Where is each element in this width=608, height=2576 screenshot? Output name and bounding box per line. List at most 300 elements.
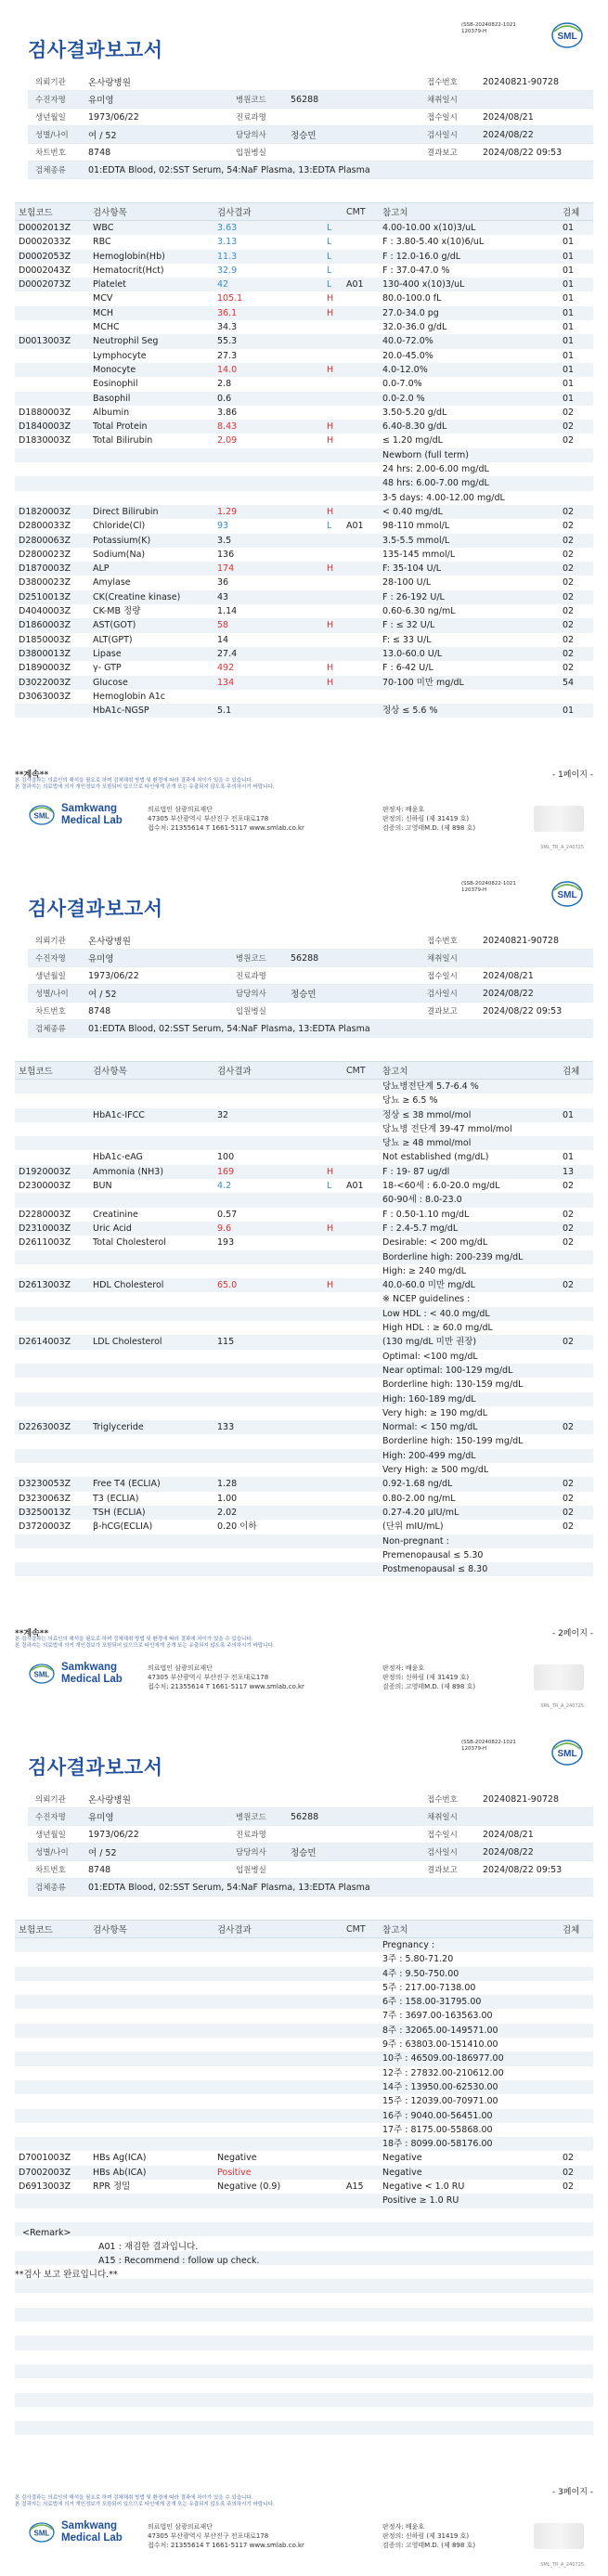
cell-item: Chloride(Cl) (93, 521, 146, 532)
cell-result: 32.9 (217, 265, 238, 276)
cell-ref: 15주 : 12039.00-70971.00 (382, 2096, 498, 2107)
cell-ref: 8주 : 32065.00-149571.00 (382, 2025, 498, 2036)
cell-ref: F : 6-42 U/L (382, 663, 433, 674)
collect-date-label: 채취일시 (427, 954, 458, 964)
cell-ref: ≤ 1.20 mg/dL (382, 435, 443, 447)
cell-spec: 01 (563, 1152, 575, 1163)
table-row (15, 1179, 593, 1193)
dob-label: 생년월일 (35, 1831, 66, 1840)
table-header (15, 1061, 593, 1080)
page-number: - 3페이지 - (551, 2488, 593, 2497)
patient-value: 유미영 (88, 1813, 114, 1823)
table-row (15, 1995, 593, 2009)
cell-code: D2263003Z (19, 1422, 71, 1433)
table-row (15, 1506, 593, 1520)
cell-cmt: A01 (346, 521, 364, 532)
cell-code: D1890003Z (19, 663, 71, 674)
cell-ref: Newborn (full term) (382, 449, 469, 460)
cell-item: MCV (93, 293, 113, 304)
result-date-value: 2024/08/22 09:53 (483, 147, 563, 158)
specimen-label: 검체종류 (35, 1025, 66, 1034)
cell-item: Neutrophil Seg (93, 336, 159, 347)
warning-line: 본 결과지는 의료법에 의거 개인정보가 포함되어 있으므로 타인에게 공개 또는 유출되지 않도록 주의하시기 바랍니다. (15, 784, 275, 790)
cell-result: 0.20 이하 (217, 1521, 257, 1533)
col-code: 보험코드 (19, 1067, 53, 1077)
cell-result: 32 (217, 1109, 229, 1120)
topcode-line: 120379-H (461, 1746, 487, 1752)
cell-ref: 0.92-1.68 ng/dL (382, 1479, 453, 1490)
table-body (15, 1080, 593, 1576)
cell-result: 43 (217, 591, 229, 602)
institution-value: 온사랑병원 (88, 78, 131, 88)
continue-text: **계속** (15, 1629, 49, 1638)
cell-ref: High HDL : ≥ 60.0 mg/dL (382, 1323, 493, 1334)
info-row (28, 1020, 593, 1038)
sex-age-value: 여 / 52 (88, 1848, 117, 1858)
institution-label: 의뢰기관 (35, 1795, 66, 1805)
cell-spec: 02 (563, 1493, 575, 1504)
table-row (15, 647, 593, 661)
cell-ref: (130 mg/dL 미만 권장) (382, 1337, 477, 1348)
cell-ref: 130-400 x(10)3/uL (382, 279, 465, 291)
receipt-no-value: 20240821-90728 (483, 935, 560, 946)
table-row (15, 618, 593, 632)
doctor-label: 담당의사 (236, 990, 266, 999)
info-row (28, 1861, 593, 1879)
cell-result: 9.6 (217, 1223, 232, 1234)
cell-code: D1880003Z (19, 407, 71, 418)
table-row (15, 448, 593, 462)
cell-flag: H (327, 663, 334, 674)
table-row (15, 1307, 593, 1321)
cell-spec: 02 (563, 634, 575, 645)
result-date-value: 2024/08/22 09:53 (483, 1005, 563, 1016)
cell-ref: Not established (mg/dL) (382, 1152, 489, 1163)
cell-ref: Very High: ≥ 500 mg/dL (382, 1465, 489, 1476)
cell-spec: 01 (563, 322, 575, 333)
table-row (15, 2180, 593, 2194)
cell-item: Monocyte (93, 364, 136, 375)
cell-ref: < 0.40 mg/dL (382, 506, 443, 517)
receipt-date-label: 접수일시 (427, 113, 458, 123)
cell-code: D1860003Z (19, 620, 71, 631)
cell-ref: 70-100 미만 mg/dL (382, 677, 464, 688)
table-row (15, 1449, 593, 1463)
receipt-no-value: 20240821-90728 (483, 76, 560, 87)
table-row (15, 1420, 593, 1434)
cell-item: TSH (ECLIA) (93, 1507, 146, 1518)
table-row (15, 1236, 593, 1249)
chart-value: 8748 (88, 147, 111, 158)
cell-flag: H (327, 1166, 334, 1177)
cell-ref: 0.27-4.20 μIU/mL (382, 1507, 459, 1518)
table-row (15, 476, 593, 490)
cell-result: 133 (217, 1422, 235, 1433)
cell-item: CK-MB 정량 (93, 606, 141, 617)
cell-spec: 01 (563, 279, 575, 291)
cell-ref: Postmenopausal ≤ 8.30 (382, 1564, 488, 1575)
col-code: 보험코드 (19, 208, 53, 218)
info-row (28, 1003, 593, 1020)
cell-item: HBs Ag(ICA) (93, 2153, 147, 2164)
cell-item: BUN (93, 1181, 112, 1192)
cell-code: D3800013Z (19, 648, 71, 659)
table-row (15, 548, 593, 562)
cell-spec: 02 (563, 591, 575, 602)
cell-item: CK(Creatine kinase) (93, 591, 181, 602)
cell-result: 1.29 (217, 506, 238, 517)
cell-ref: 98-110 mmol/L (382, 521, 450, 532)
table-row (15, 633, 593, 647)
table-row (15, 676, 593, 690)
address-line: 47305 부산광역시 부산진구 전포대로178 (148, 815, 269, 822)
table-row (15, 1292, 593, 1306)
hospital-code-label: 병원코드 (236, 96, 266, 105)
table-row (15, 1952, 593, 1966)
table-row (15, 250, 593, 264)
cell-result: 36.1 (217, 307, 238, 318)
cell-spec: 02 (563, 2153, 575, 2164)
cell-ref: 48 hrs: 6.00-7.00 mg/dL (382, 478, 489, 489)
warning-line: 본 결과지는 의료법에 의거 개인정보가 포함되어 있으므로 타인에게 공개 또는 유출되지 않도록 주의하시기 바랍니다. (15, 1643, 275, 1649)
cell-ref: Negative (382, 2167, 422, 2178)
cell-result: 134 (217, 677, 235, 688)
table-row (15, 1264, 593, 1278)
test-date-label: 검사일시 (427, 131, 458, 140)
blank-row (15, 2393, 593, 2407)
cell-code: D0002013Z (19, 223, 71, 233)
table-row (15, 392, 593, 406)
cell-item: Hemoglobin A1c (93, 691, 166, 702)
cell-flag: H (327, 506, 334, 517)
info-row (28, 109, 593, 126)
footer-signers (382, 2522, 475, 2550)
footer-signers (382, 1663, 475, 1691)
table-row (15, 2066, 593, 2080)
cell-item: MCH (93, 307, 113, 318)
cell-cmt: A15 (346, 2181, 364, 2193)
cell-ref: 3.5-5.5 mmol/L (382, 535, 450, 546)
cell-spec: 02 (563, 1479, 575, 1490)
cell-item: AST(GOT) (93, 620, 136, 631)
cell-result: Negative (217, 2153, 257, 2164)
table-row (15, 1406, 593, 1420)
table-row (15, 1463, 593, 1477)
report-page-2 (0, 859, 608, 1717)
hospital-code-label: 병원코드 (236, 954, 266, 964)
sml-logo-icon (550, 879, 584, 909)
table-row (15, 2123, 593, 2137)
cell-ref: Very high: ≥ 190 mg/dL (382, 1407, 488, 1418)
cell-spec: 01 (563, 1109, 575, 1120)
ward-label: 입원병실 (236, 149, 266, 158)
topcode-line: (SSB-20240822-1021 (461, 1740, 516, 1745)
cell-ref: 6.40-8.30 g/dL (382, 421, 447, 433)
col-cmt: CMT (346, 206, 366, 217)
doctor-label: 담당의사 (236, 1848, 266, 1858)
cell-ref: Borderline high: 150-199 mg/dL (382, 1436, 524, 1447)
cell-spec: 02 (563, 563, 575, 575)
table-row (15, 491, 593, 505)
col-cmt: CMT (346, 1065, 366, 1076)
cell-code: D3230063Z (19, 1493, 71, 1504)
cell-ref: 40.0-72.0% (382, 336, 433, 347)
table-row (15, 1392, 593, 1406)
cell-result: 105.1 (217, 293, 243, 304)
cell-spec: 02 (563, 663, 575, 674)
cell-flag: H (327, 677, 334, 688)
table-row (15, 1548, 593, 1562)
cell-item: Platelet (93, 279, 126, 291)
sml-logo-icon (28, 1663, 56, 1685)
col-cmt: CMT (346, 1923, 366, 1935)
cell-spec: 02 (563, 577, 575, 589)
col-result: 검사결과 (217, 1925, 252, 1935)
sex-age-label: 성별/나이 (35, 990, 69, 999)
patient-value: 유미영 (88, 96, 114, 106)
cell-code: D3230053Z (19, 1479, 71, 1490)
result-date-label: 결과보고 (427, 1007, 458, 1016)
table-row (15, 1278, 593, 1292)
table-row (15, 2151, 593, 2165)
cell-code: D3022003Z (19, 677, 71, 688)
cell-item: HbA1c-NGSP (93, 705, 149, 717)
col-spec: 검체 (563, 208, 580, 218)
cell-result: 492 (217, 663, 235, 674)
table-row (15, 1080, 593, 1094)
cell-item: Triglyceride (93, 1422, 144, 1433)
cell-flag: L (327, 1181, 332, 1192)
signer-line: 검증의: 고영태M.D. (제 898 호) (382, 2542, 476, 2549)
cell-spec: 01 (563, 393, 575, 404)
table-row (15, 1534, 593, 1548)
cell-item: Total Cholesterol (93, 1237, 166, 1249)
sml-logo-icon (28, 2521, 56, 2544)
cell-result: 2.02 (217, 1507, 238, 1518)
cell-code: D1840003Z (19, 421, 71, 433)
cell-ref: 13.0-60.0 U/L (382, 648, 443, 659)
cell-result: 174 (217, 563, 235, 575)
svg-text:SML: SML (33, 1670, 50, 1679)
page-number: - 2페이지 - (551, 1629, 593, 1638)
table-row (15, 690, 593, 704)
address-line: 접수처: 21355614 T 1661-5117 www.smlab.co.kr (148, 824, 304, 832)
report-page-3 (0, 1717, 608, 2576)
table-row (15, 2166, 593, 2180)
signer-line: 판정의: 신하림 (제 31419 호) (382, 1674, 470, 1681)
receipt-date-label: 접수일시 (427, 1831, 458, 1840)
patient-label: 수진자명 (35, 1813, 66, 1822)
topcode-line: 120379-H (461, 29, 487, 34)
receipt-date-label: 접수일시 (427, 972, 458, 981)
cell-spec: 02 (563, 549, 575, 560)
cell-ref: F: 35-104 U/L (382, 563, 442, 575)
cell-code: D2611003Z (19, 1237, 71, 1249)
signer-line: 판정자: 배윤호 (382, 2523, 425, 2531)
table-row (15, 534, 593, 548)
cell-item: Glucose (93, 677, 128, 688)
test-date-value: 2024/08/22 (483, 129, 534, 140)
table-row (15, 1335, 593, 1349)
warning-line: 본 검사결과는 의료인의 해석을 필요로 하며 검체채취 방법 및 환경에 따라 결과에 차이가 있을 수 있습니다. (15, 778, 253, 783)
cell-ref: 28-100 U/L (382, 577, 432, 589)
cell-spec: 02 (563, 1209, 575, 1220)
report-complete: **검사 보고 완료입니다.** (15, 2270, 118, 2280)
cell-item: Eosinophil (93, 379, 138, 390)
institution-label: 의뢰기관 (35, 937, 66, 946)
table-row (15, 264, 593, 278)
cell-cmt: A01 (346, 279, 364, 291)
info-row (28, 1826, 593, 1844)
cell-ref: 당뇨병 전단계 39-47 mmol/mol (382, 1123, 512, 1134)
page-title: 검사결과보고서 (28, 899, 163, 920)
remark-line: A01 : 재검한 결과입니다. (98, 2242, 199, 2252)
footer-address (148, 2522, 304, 2550)
table-row (15, 661, 593, 675)
receipt-no-label: 접수번호 (427, 78, 458, 87)
table-row (15, 1150, 593, 1164)
results-table (15, 202, 593, 718)
receipt-date-value: 2024/08/21 (483, 111, 534, 123)
info-row (28, 932, 593, 950)
cell-item: Uric Acid (93, 1223, 132, 1234)
specimen-label: 검체종류 (35, 166, 66, 175)
col-code: 보험코드 (19, 1925, 53, 1935)
info-row (28, 73, 593, 91)
cell-spec: 02 (563, 2181, 575, 2193)
cell-ref: 80.0-100.0 fL (382, 293, 442, 304)
patient-label: 수진자명 (35, 96, 66, 105)
blank-row (15, 2364, 593, 2378)
table-row (15, 1136, 593, 1150)
cell-spec: 01 (563, 350, 575, 361)
table-row (15, 306, 593, 320)
table-row (15, 1222, 593, 1236)
table-row (15, 2194, 593, 2207)
cell-code: D0002073Z (19, 279, 71, 291)
cell-flag: L (327, 251, 332, 262)
cell-code: D2310003Z (19, 1223, 71, 1234)
cell-spec: 02 (563, 421, 575, 433)
cell-ref: High: ≥ 240 mg/dL (382, 1265, 466, 1276)
table-row (15, 235, 593, 249)
cell-code: D7001003Z (19, 2153, 71, 2164)
table-body (15, 221, 593, 718)
cell-result: 42 (217, 279, 229, 291)
dept-label: 진료과명 (236, 113, 266, 123)
collect-date-label: 채취일시 (427, 1813, 458, 1822)
cell-spec: 02 (563, 648, 575, 659)
cell-spec: 02 (563, 1237, 575, 1249)
cell-code: D6913003Z (19, 2181, 71, 2193)
cell-spec: 02 (563, 1280, 575, 1291)
table-row (15, 2109, 593, 2123)
cell-spec: 02 (563, 521, 575, 532)
collect-date-label: 채취일시 (427, 96, 458, 105)
cell-item: Total Bilirubin (93, 435, 153, 447)
test-date-value: 2024/08/22 (483, 1846, 534, 1858)
table-row (15, 278, 593, 291)
info-row (28, 126, 593, 144)
sml-logo-icon (550, 1738, 584, 1767)
cell-item: HBs Ab(ICA) (93, 2167, 147, 2178)
signature-image (534, 1664, 584, 1690)
cell-code: D4040003Z (19, 606, 71, 617)
table-row (15, 562, 593, 576)
cell-ref: 20.0-45.0% (382, 350, 433, 361)
table-row (15, 576, 593, 589)
cell-flag: H (327, 364, 334, 375)
logo-text: Medical Lab (61, 1674, 123, 1685)
info-row (28, 985, 593, 1003)
cell-ref: 60-90세 : 8.0-23.0 (382, 1195, 462, 1206)
cell-item: Basophil (93, 393, 131, 404)
remark-title: <Remark> (22, 2228, 71, 2238)
cell-item: HbA1c-eAG (93, 1152, 143, 1163)
chart-value: 8748 (88, 1864, 111, 1875)
cell-result: 193 (217, 1237, 235, 1249)
cell-item: MCHC (93, 322, 120, 333)
signature-image (534, 806, 584, 832)
result-date-label: 결과보고 (427, 1866, 458, 1875)
cell-ref: 정상 ≤ 38 mmol/mol (382, 1109, 472, 1120)
cell-result: 58 (217, 620, 229, 631)
cell-result: 3.63 (217, 223, 238, 233)
receipt-no-value: 20240821-90728 (483, 1793, 560, 1805)
cell-spec: 02 (563, 2167, 575, 2178)
result-date-value: 2024/08/22 09:53 (483, 1864, 563, 1875)
info-row (28, 1791, 593, 1808)
cell-ref: 17주 : 8175.00-55868.00 (382, 2124, 493, 2135)
cell-item: Hemoglobin(Hb) (93, 251, 165, 262)
cell-ref: 정상 ≤ 5.6 % (382, 705, 438, 717)
cell-result: 1.14 (217, 606, 238, 617)
col-item: 검사항목 (93, 1067, 127, 1077)
col-ref: 참고치 (382, 1925, 408, 1935)
cell-ref: 18-<60세 : 6.0-20.0 mg/dL (382, 1181, 500, 1192)
doctor-label: 담당의사 (236, 131, 266, 140)
svg-text:SML: SML (557, 32, 577, 42)
cell-item: Hematocrit(Hct) (93, 265, 164, 276)
cell-code: D1830003Z (19, 435, 71, 447)
cell-ref: 27.0-34.0 pg (382, 307, 439, 318)
cell-ref: 32.0-36.0 g/dL (382, 322, 447, 333)
signer-line: 판정자: 배윤호 (382, 806, 425, 813)
cell-item: Direct Bilirubin (93, 506, 159, 517)
cell-item: Ammonia (NH3) (93, 1166, 164, 1177)
cell-ref: 3-5 days: 4.00-12.00 mg/dL (382, 492, 505, 503)
cell-ref: Negative (382, 2153, 422, 2164)
cell-code: D2613003Z (19, 1280, 71, 1291)
col-spec: 검체 (563, 1067, 580, 1077)
table-header (15, 202, 593, 221)
cell-flag: H (327, 307, 334, 318)
blank-row (15, 2308, 593, 2322)
cell-code: D1920003Z (19, 1166, 71, 1177)
cell-item: HbA1c-IFCC (93, 1109, 145, 1120)
cell-result: 2.8 (217, 379, 232, 390)
table-row (15, 2052, 593, 2065)
cell-ref: 0.60-6.30 ng/mL (382, 606, 456, 617)
cell-result: 14 (217, 634, 229, 645)
cell-spec: 01 (563, 379, 575, 390)
table-row (15, 505, 593, 519)
cell-result: 27.3 (217, 350, 238, 361)
blank-row (15, 2378, 593, 2392)
cell-spec: 02 (563, 1181, 575, 1192)
footer-warning (15, 2495, 275, 2508)
cell-spec: 02 (563, 606, 575, 617)
